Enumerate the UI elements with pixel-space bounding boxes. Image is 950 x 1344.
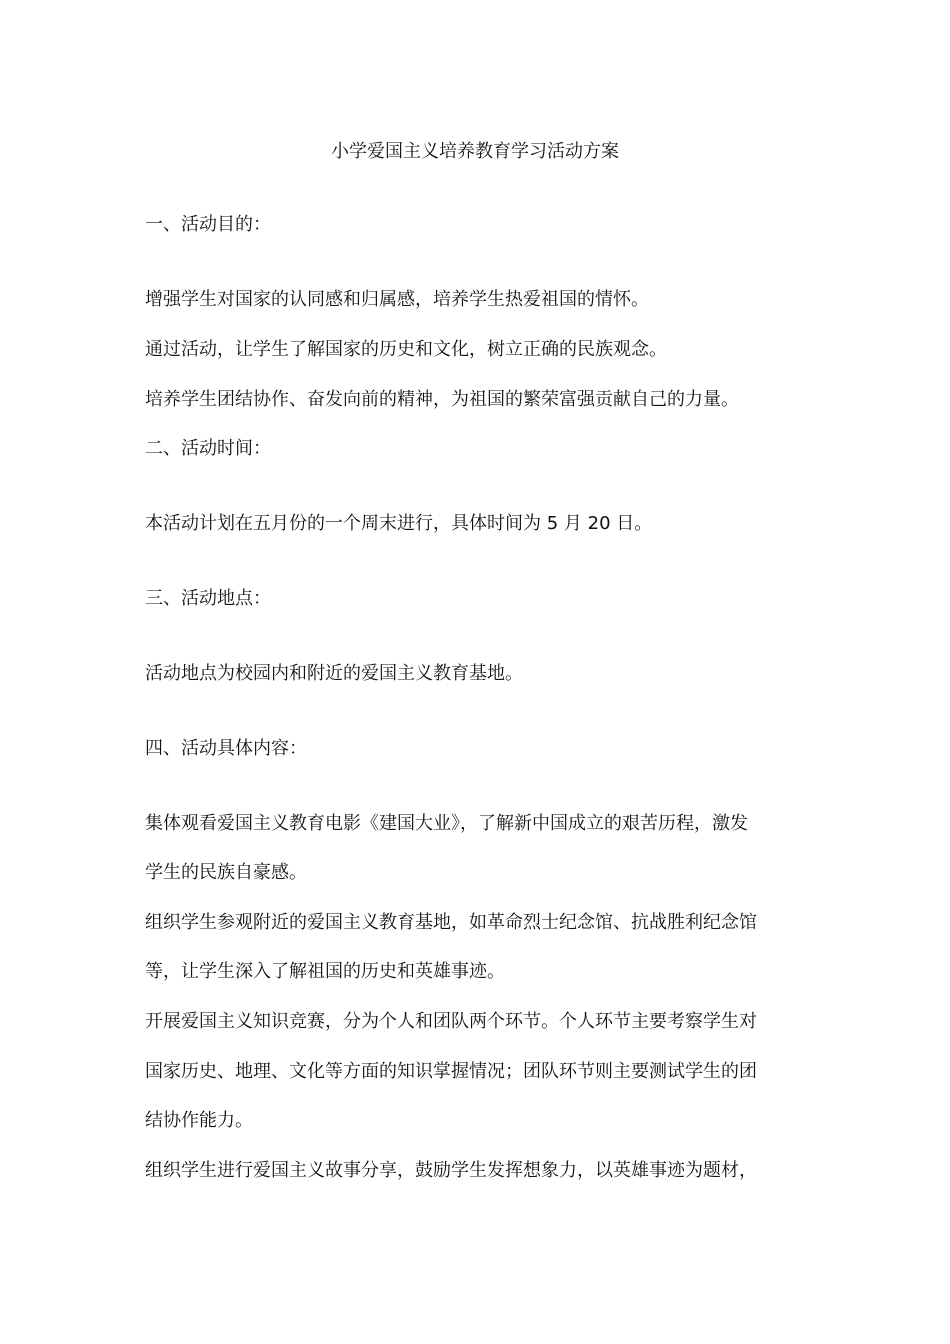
paragraph-line: 等，让学生深入了解祖国的历史和英雄事迹。 (145, 961, 505, 982)
paragraph-line: 增强学生对国家的认同感和归属感，培养学生热爱祖国的情怀。 (145, 289, 649, 310)
section-heading-purpose: 一、活动目的： (145, 214, 271, 235)
section-heading-content: 四、活动具体内容： (145, 738, 307, 759)
paragraph-line: 开展爱国主义知识竞赛，分为个人和团队两个环节。个人环节主要考察学生对 (145, 1011, 757, 1032)
document-title: 小学爱国主义培养教育学习活动方案 (331, 141, 619, 162)
paragraph-line: 学生的民族自豪感。 (145, 862, 307, 883)
paragraph-line: 培养学生团结协作、奋发向前的精神，为祖国的繁荣富强贡献自己的力量。 (145, 389, 739, 410)
paragraph-line: 结协作能力。 (145, 1110, 253, 1131)
paragraph-line: 国家历史、地理、文化等方面的知识掌握情况；团队环节则主要测试学生的团 (145, 1061, 757, 1082)
paragraph-line: 集体观看爱国主义教育电影《建国大业》，了解新中国成立的艰苦历程，激发 (145, 813, 748, 834)
paragraph-line: 组织学生参观附近的爱国主义教育基地，如革命烈士纪念馆、抗战胜利纪念馆 (145, 912, 757, 933)
paragraph-line: 通过活动，让学生了解国家的历史和文化，树立正确的民族观念。 (145, 339, 667, 360)
section-heading-location: 三、活动地点： (145, 588, 271, 609)
paragraph-line: 本活动计划在五月份的一个周末进行，具体时间为 5 月 20 日。 (145, 513, 653, 534)
paragraph-line: 组织学生进行爱国主义故事分享，鼓励学生发挥想象力，以英雄事迹为题材， (145, 1160, 757, 1181)
section-heading-time: 二、活动时间： (145, 438, 271, 459)
paragraph-line: 活动地点为校园内和附近的爱国主义教育基地。 (145, 663, 523, 684)
